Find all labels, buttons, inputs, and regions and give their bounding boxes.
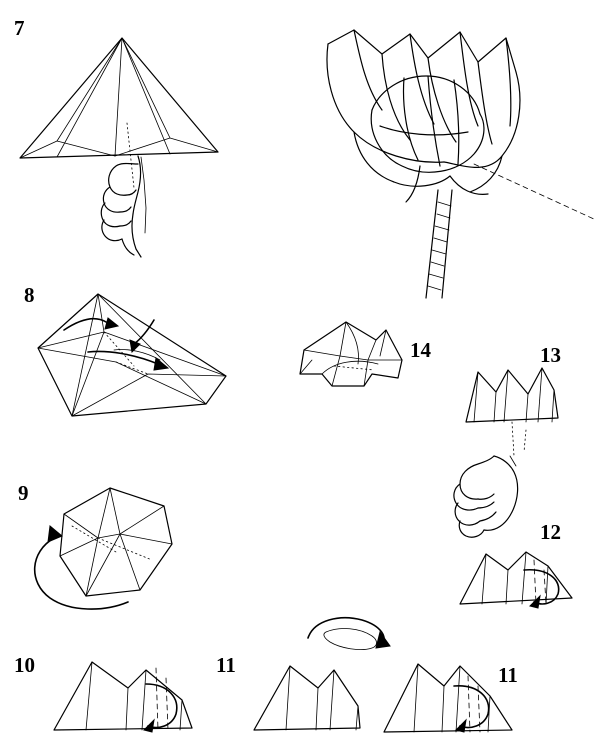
step-number-9: 9 (18, 481, 29, 505)
step-number-11: 11 (216, 653, 236, 677)
figure-step-8 (26, 288, 236, 428)
step-number-14: 14 (410, 338, 431, 362)
step-number-8: 8 (24, 283, 35, 307)
figure-step-7 (10, 28, 240, 258)
figure-final-flower (310, 14, 600, 304)
flip-over-arrow (296, 614, 406, 654)
figure-step-11 (248, 662, 368, 734)
step-number-13: 13 (540, 343, 561, 367)
step-number-12: 12 (540, 520, 561, 544)
step-number-10: 10 (14, 653, 35, 677)
step-number-11-repeat: 11 (498, 663, 518, 687)
figure-step-10 (46, 656, 206, 736)
figure-step-13 (450, 360, 590, 540)
figure-step-9 (24, 482, 194, 622)
figure-step-14 (294, 316, 414, 396)
step-number-7: 7 (14, 16, 25, 40)
figure-step-11-repeat (378, 660, 528, 736)
figure-step-12 (452, 548, 592, 610)
